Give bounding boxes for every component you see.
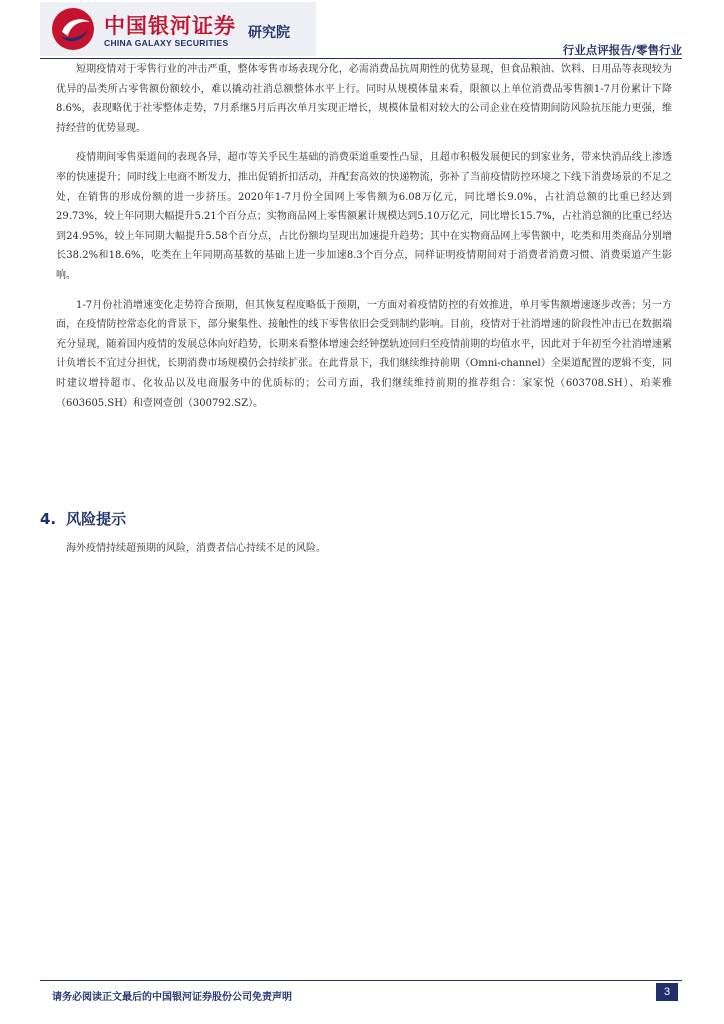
header-divider	[40, 58, 682, 59]
logo-institute-label: 研究院	[248, 25, 290, 41]
report-body	[56, 60, 672, 423]
report-category: 行业点评报告/零售行业	[562, 43, 682, 57]
risk-warning-text: 海外疫情持续超预期的风险，消费者信心持续不足的风险。	[66, 543, 326, 554]
logo-english-name: CHINA GALAXY SECURITIES	[104, 38, 229, 48]
logo-chinese-name: 中国银河证券	[104, 14, 236, 38]
galaxy-logo-icon	[50, 6, 96, 52]
page-number: 3	[656, 983, 678, 1001]
paragraph-3: 1-7月份社消增速变化走势符合预期，但其恢复程度略低于预期，一方面对着疫情防控的有效推进，单月零售额增速逐步改善；另一方面，在疫情防控常态化的背景下，部分聚集性、接触性的线下零售依旧会受到制约影响。目前，疫情对于社消增速的阶段性冲击已在数据端充分显现，随着国内疫情的发展总体向好趋势，长期来看整体增速会经钟摆轨迹回归至疫情前期的均值水平，因此对于年初至今社消增速累计负增长不宜过分担忧，长期消费市场规模仍会持续扩张。在此背景下，我们继续维持前期（Omni-channel）全渠道配置的逻辑不变，同时建议增持超市、化妆品以及电商服务中的优质标的；公司方面，我们继续维持前期的推荐组合：家家悦（603708.SH）、珀莱雅（603605.SH）和壹网壹创（300792.SZ）。	[56, 299, 672, 409]
section-title: 风险提示	[66, 510, 127, 528]
page-header	[0, 0, 724, 62]
paragraph-1: 短期疫情对于零售行业的冲击严重，整体零售市场表现分化，必需消费品抗周期性的优势显现，但食品粮油、饮料、日用品等表现较为优异的品类所占零售额份额较小，难以撬动社消总额整体水平上行。同时从规模体量来看，限额以上单位消费品零售额1-7月份累计下降8.6%，表现略优于社零整体走势，7月系继5月后再次单月实现正增长，规模体量相对较大的公司企业在疫情期间防风险抗压能力更强，维持经营的优势显现。	[56, 64, 672, 134]
section-number: 4.	[40, 510, 57, 528]
disclaimer-text: 请务必阅读正文最后的中国银河证券股份公司免责声明	[52, 992, 292, 1003]
section-heading	[40, 508, 126, 529]
paragraph-2: 疫情期间零售渠道间的表现各异，超市等关乎民生基础的消费渠道重要性凸显，且超市积极发展便民的到家业务，带来快消品线上渗透率的快速提升；同时线上电商不断发力，推出促销折扣活动，并配套高效的快递物流，弥补了当前疫情防控环境之下线下消费场景的不足之处，在销售的形成份额的进一步挤压。2020年1-7月份全国网上零售额为6.08万亿元，同比增长9.0%，占社消总额的比重已经达到29.73%，较上年同期大幅提升5.21个百分点；实物商品网上零售额累计规模达到5.10万亿元，同比增长15.7%，占社消总额的比重已经达到24.95%，较上年同期大幅提升5.58个百分点，占比份额均呈现出加速提升趋势；其中在实物商品网上零售额中，吃类和用类商品分别增长38.2%和18.6%，吃类在上年同期高基数的基础上进一步加速8.3个百分点，同样证明疫情期间对于消费者消费习惯、消费渠道产生影响。	[56, 152, 672, 281]
footer-divider	[40, 980, 682, 981]
company-logo	[40, 2, 316, 56]
